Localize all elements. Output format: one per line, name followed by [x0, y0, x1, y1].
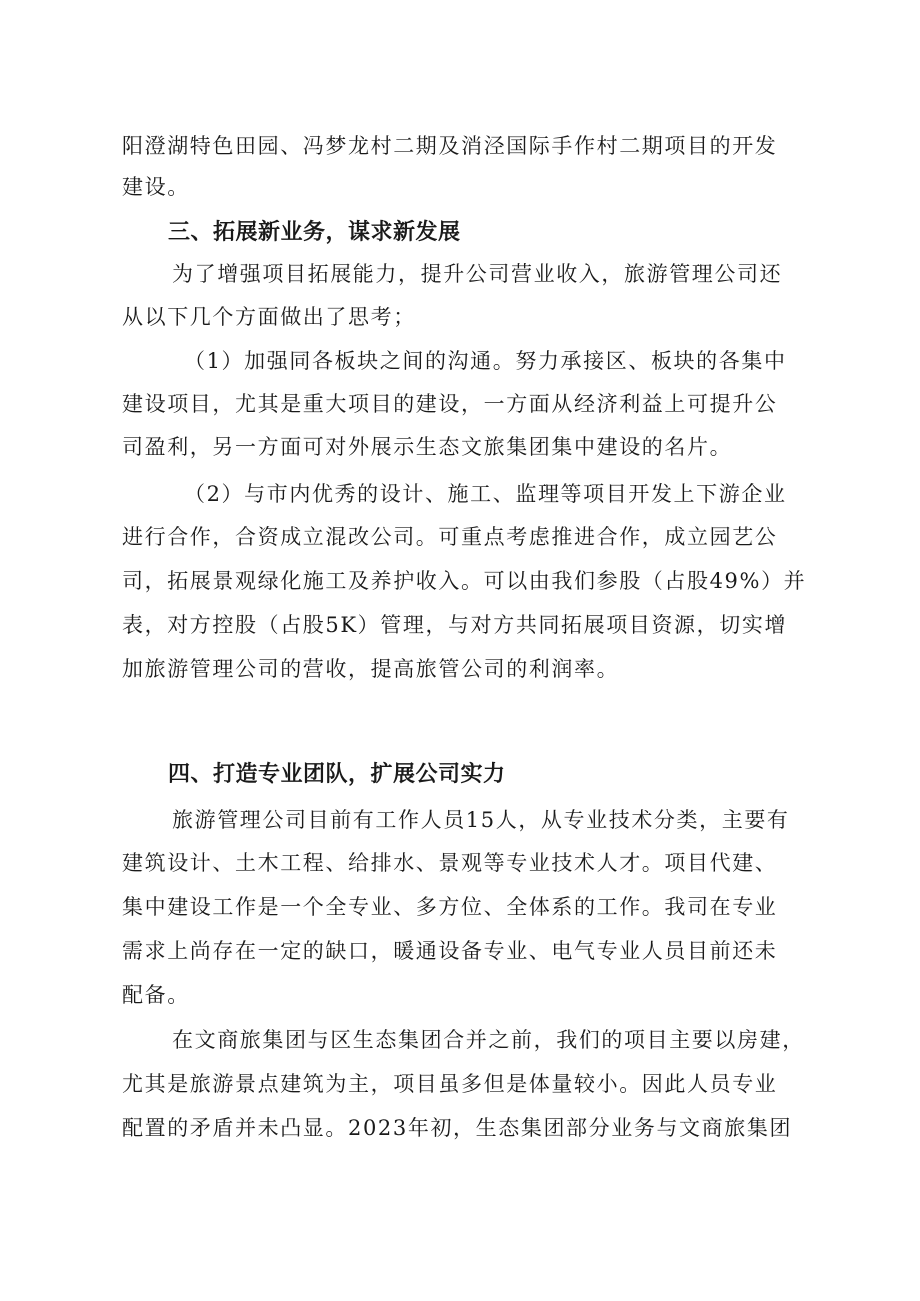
body-text-line: 配置的矛盾并未凸显。2023年初，生态集团部分业务与文商旅集团: [122, 1116, 793, 1140]
section-heading: 四、打造专业团队，扩展公司实力: [168, 762, 506, 787]
body-text-line: （1）加强同各板块之间的沟通。努力承接区、板块的各集中: [184, 349, 787, 373]
body-text-line: （2）与市内优秀的设计、施工、监理等项目开发上下游企业: [184, 482, 787, 506]
body-text-line: 建设项目，尤其是重大项目的建设，一方面从经济利益上可提升公: [122, 392, 778, 416]
body-text-line: 建筑设计、土木工程、给排水、景观等专业技术人才。项目代建、: [122, 851, 778, 875]
body-text-line: 阳澄湖特色田园、冯梦龙村二期及消泾国际手作村二期项目的开发: [122, 134, 778, 158]
body-text-line: 尤其是旅游景点建筑为主，项目虽多但是体量较小。因此人员专业: [122, 1072, 778, 1096]
body-text-line: 需求上尚存在一定的缺口，暖通设备专业、电气专业人员目前还未: [122, 939, 778, 963]
body-text-line: 旅游管理公司目前有工作人员15人，从专业技术分类，主要有: [172, 808, 790, 832]
section-heading: 三、拓展新业务，谋求新发展: [168, 220, 461, 245]
body-text-line: 司盈利，另一方面可对外展示生态文旅集团集中建设的名片。: [122, 435, 733, 459]
body-text-line: 配备。: [122, 983, 190, 1007]
body-text-line: 司，拓展景观绿化施工及养护收入。可以由我们参股（占股49%）并: [122, 569, 807, 593]
body-text-line: 在文商旅集团与区生态集团合并之前，我们的项目主要以房建，: [172, 1028, 805, 1052]
body-text-line: 加旅游管理公司的营收，提高旅管公司的利润率。: [122, 657, 620, 681]
body-text-line: 表，对方控股（占股5K）管理，与对方共同拓展项目资源，切实增: [122, 613, 788, 637]
body-text-line: 进行合作，合资成立混改公司。可重点考虑推进合作，成立园艺公: [122, 525, 778, 549]
body-text-line: 从以下几个方面做出了思考；: [122, 305, 416, 329]
body-text-line: 集中建设工作是一个全专业、多方位、全体系的工作。我司在专业: [122, 895, 778, 919]
body-text-line: 为了增强项目拓展能力，提升公司营业收入，旅游管理公司还: [172, 262, 783, 286]
body-text-line: 建设。: [122, 175, 190, 199]
